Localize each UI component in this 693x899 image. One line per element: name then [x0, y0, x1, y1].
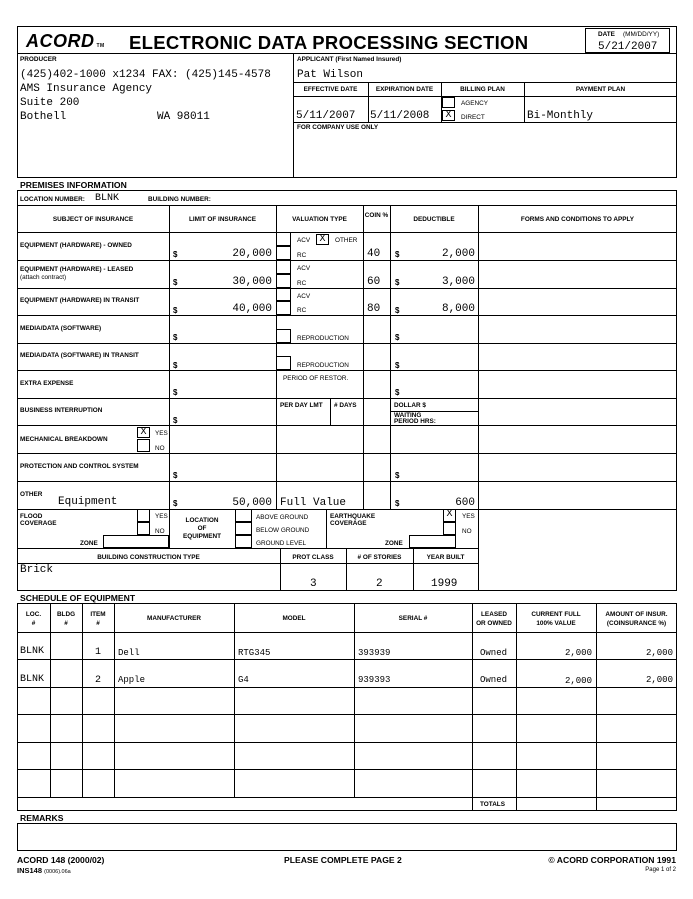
col-forms-header: FORMS AND CONDITIONS TO APPLY: [520, 216, 635, 223]
sched-col: [82, 603, 83, 797]
flood-yes-checkbox[interactable]: [137, 509, 150, 522]
row-subject: EXTRA EXPENSE: [20, 380, 74, 387]
policy-top-line: [293, 82, 677, 83]
footer-center: PLEASE COMPLETE PAGE 2: [284, 855, 402, 865]
reproduction-box: [276, 329, 291, 343]
row-limit[interactable]: 20,000: [232, 248, 272, 260]
col-coin-header: COIN %: [364, 212, 389, 219]
dollar-sign: $: [395, 388, 400, 397]
sched-col: [354, 603, 355, 797]
eq-no-label: NO: [462, 528, 472, 535]
eq-no-checkbox[interactable]: [443, 522, 456, 535]
sched-serial[interactable]: 393939: [358, 648, 391, 658]
sched-loc[interactable]: BLNK: [20, 674, 45, 685]
date-value[interactable]: 5/21/2007: [598, 41, 658, 53]
construction-type-label: BUILDING CONSTRUCTION TYPE: [97, 554, 200, 561]
row-line: [17, 453, 677, 454]
year-built-value[interactable]: 1999: [431, 578, 458, 590]
sched-item[interactable]: 2: [95, 675, 102, 686]
effective-date-label: EFFECTIVE DATE: [303, 86, 358, 93]
row-line: [17, 370, 677, 371]
waiting-label: WAITING: [394, 412, 422, 419]
sched-amount[interactable]: 2,000: [645, 648, 673, 658]
rc-box: [276, 274, 291, 288]
mech-yes-label: YES: [155, 430, 168, 437]
sched-serial-header: SERIAL #: [398, 615, 428, 622]
billing-plan-label: BILLING PLAN: [460, 86, 505, 93]
producer-state-zip[interactable]: WA 98011: [157, 111, 210, 123]
sched-current-header: CURRENT FULL: [531, 611, 581, 618]
acord-logo: [26, 31, 105, 52]
row-subject: BUSINESS INTERRUPTION: [20, 407, 103, 414]
construction-type-value[interactable]: Brick: [20, 564, 54, 576]
company-use-label: FOR COMPANY USE ONLY: [297, 124, 379, 131]
table-row-line: [17, 742, 677, 743]
flood-label: FLOOD: [20, 513, 43, 520]
col-deductible-header: DEDUCTIBLE: [413, 216, 455, 223]
footer-ins-id: [17, 866, 71, 875]
sched-leased-header: LEASED: [481, 611, 507, 618]
row-line: [17, 509, 677, 510]
row-coin[interactable]: 60: [367, 276, 381, 288]
logo-tm: TM: [96, 43, 105, 49]
row-coin[interactable]: 80: [367, 303, 381, 315]
mech-no-label: NO: [155, 445, 165, 452]
applicant-label: APPLICANT (First Named Insured): [297, 56, 402, 63]
table-row-line: [17, 714, 677, 715]
ins-sub: (0006).06a: [44, 869, 71, 875]
row-subject: OTHER: [20, 491, 43, 498]
col-limit-header: LIMIT OF INSURANCE: [188, 216, 257, 223]
remarks-box[interactable]: [17, 823, 677, 851]
sched-item[interactable]: 1: [95, 647, 102, 658]
other-value[interactable]: Equipment: [58, 496, 118, 508]
producer-address[interactable]: Suite 200: [20, 97, 80, 109]
sched-col: [114, 603, 115, 797]
flood-yes-label: YES: [155, 513, 168, 520]
below-ground-label: BELOW GROUND: [256, 527, 310, 534]
dollar-sign: $: [173, 388, 178, 397]
col-valuation-header: VALUATION TYPE: [292, 216, 347, 223]
reproduction-label: REPRODUCTION: [297, 335, 349, 342]
dollar-sign: $: [173, 499, 178, 508]
logo-text: ACORD: [26, 31, 95, 51]
location-number-label: LOCATION NUMBER:: [20, 196, 85, 203]
construction-label-line: [17, 563, 478, 564]
row-deductible[interactable]: 3,000: [441, 276, 475, 288]
footer-form-id: ACORD 148 (2000/02): [17, 855, 105, 865]
dollar-sign: $: [173, 416, 178, 425]
premises-header-line: [17, 232, 677, 233]
sched-model-header: MODEL: [282, 615, 306, 622]
eq-zone-field[interactable]: [409, 535, 456, 548]
sched-current-header-2: 100% VALUE: [536, 620, 576, 627]
sched-amount[interactable]: 2,000: [645, 675, 673, 685]
direct-label: DIRECT: [461, 114, 485, 121]
flood-zone-label: ZONE: [80, 540, 98, 547]
sched-amount-header-2: (COINSURANCE %): [606, 620, 667, 627]
premises-frame: [17, 190, 677, 591]
earthquake-coverage-label: COVERAGE: [330, 520, 367, 527]
earthquake-left-line: [326, 509, 327, 548]
row-subject: EQUIPMENT (HARDWARE) IN TRANSIT: [20, 297, 140, 304]
producer-label: PRODUCER: [20, 56, 57, 63]
eq-zone-label: ZONE: [385, 540, 403, 547]
row-limit[interactable]: 40,000: [232, 303, 272, 315]
rc-label: RC: [297, 307, 307, 314]
effective-date-value[interactable]: 5/11/2007: [296, 110, 356, 122]
eq-yes-label: YES: [462, 513, 475, 520]
period-hrs-label: PERIOD HRS:: [394, 418, 436, 425]
dollar-sign: $: [173, 471, 178, 480]
totals-label: TOTALS: [480, 801, 505, 808]
agency-label: AGENCY: [461, 100, 488, 107]
sched-bldg-header-2: #: [64, 620, 68, 627]
sched-item-header: ITEM: [90, 611, 106, 618]
acv-box: [276, 232, 291, 246]
rc-box: [276, 301, 291, 315]
col-coin-left: [363, 205, 364, 509]
footer-page: Page 1 of 2: [645, 867, 676, 873]
direct-checkbox[interactable]: X: [442, 110, 455, 121]
col-subject-header: SUBJECT OF INSURANCE: [52, 216, 134, 223]
producer-name[interactable]: AMS Insurance Agency: [20, 83, 153, 95]
dollar-sign: $: [173, 361, 178, 370]
location-number-value[interactable]: BLNK: [95, 193, 120, 204]
sched-loc[interactable]: BLNK: [20, 646, 45, 657]
sched-current[interactable]: 2,000: [564, 648, 592, 658]
location-of-label: LOCATION: [185, 517, 219, 524]
row-coin[interactable]: 40: [367, 248, 381, 260]
sched-current[interactable]: 2,000: [564, 676, 592, 686]
row-line: [17, 260, 677, 261]
producer-divider: [293, 53, 294, 178]
construction-header-line: [17, 548, 478, 549]
row-limit[interactable]: 50,000: [232, 497, 272, 509]
sched-serial[interactable]: 939393: [358, 675, 391, 685]
row-deductible[interactable]: 8,000: [441, 303, 475, 315]
schedule-frame: [17, 603, 677, 811]
payment-plan-value[interactable]: Bi-Monthly: [527, 110, 594, 122]
ins-id: INS148: [17, 866, 43, 875]
table-row-line: [17, 687, 677, 688]
row-line: [17, 288, 677, 289]
row-line: [17, 315, 677, 316]
mech-no-checkbox[interactable]: [137, 439, 150, 452]
premises-loc-line: [17, 205, 677, 206]
ground-level-checkbox[interactable]: [235, 535, 252, 548]
of-label: OF: [197, 525, 207, 532]
row-line: [17, 398, 677, 399]
expiration-date-label: EXPIRATION DATE: [375, 86, 434, 93]
rc-box: [276, 246, 291, 260]
dollar-label: DOLLAR $: [394, 402, 426, 409]
prot-class-value[interactable]: 3: [310, 578, 317, 590]
above-ground-checkbox[interactable]: [235, 509, 252, 522]
per-day-lmt-label: PER DAY LMT: [280, 402, 323, 409]
sched-col: [596, 603, 597, 811]
sched-loc-header: LOC.: [25, 611, 42, 618]
sched-amount-header: AMOUNT OF INSUR.: [605, 611, 668, 618]
col-limit-left: [169, 205, 170, 509]
col-deductible-left: [390, 205, 391, 509]
dollar-sign: $: [395, 361, 400, 370]
dollar-sign: $: [173, 306, 178, 315]
acv-label: ACV: [297, 293, 311, 300]
sched-model[interactable]: G4: [238, 675, 249, 685]
prot-class-label: PROT CLASS: [292, 554, 334, 561]
acv-label: ACV: [297, 237, 311, 244]
agency-checkbox[interactable]: [442, 97, 455, 108]
days-divider: [330, 398, 331, 425]
dollar-sign: $: [395, 250, 400, 259]
policy-label-line: [293, 96, 677, 97]
row-line: [17, 343, 677, 344]
premises-section-title: PREMISES INFORMATION: [20, 180, 127, 190]
dollar-sign: $: [395, 471, 400, 480]
row-deductible[interactable]: 2,000: [441, 248, 475, 260]
reproduction-label: REPRODUCTION: [297, 362, 349, 369]
days-label: # DAYS: [334, 402, 357, 409]
table-row-line: [17, 797, 677, 798]
flood-no-label: NO: [155, 528, 165, 535]
stories-value[interactable]: 2: [376, 578, 383, 590]
dollar-sign: $: [395, 499, 400, 508]
sched-manufacturer[interactable]: Apple: [118, 675, 146, 685]
table-row-line: [17, 769, 677, 770]
form-title: ELECTRONIC DATA PROCESSING SECTION: [129, 32, 529, 53]
below-ground-checkbox[interactable]: [235, 522, 252, 535]
above-ground-label: ABOVE GROUND: [256, 514, 309, 521]
building-number-label: BUILDING NUMBER:: [148, 196, 211, 203]
dollar-sign: $: [173, 333, 178, 342]
sched-leased[interactable]: Owned: [480, 675, 508, 685]
sched-leased-header-2: OR OWNED: [476, 620, 512, 627]
row-line: [17, 425, 677, 426]
eq-yes-checkbox[interactable]: X: [443, 509, 456, 522]
dollar-sign: $: [173, 278, 178, 287]
sched-col: [472, 603, 473, 811]
sched-model[interactable]: RTG345: [238, 648, 271, 658]
dollar-sign: $: [395, 278, 400, 287]
row-subject-note: (attach contract): [20, 274, 67, 281]
schedule-header-line: [17, 632, 677, 633]
row-subject: MEDIA/DATA (SOFTWARE) IN TRANSIT: [20, 352, 139, 359]
remarks-label: REMARKS: [20, 813, 64, 823]
row-line: [17, 481, 677, 482]
flood-coverage-label: COVERAGE: [20, 520, 57, 527]
row-subject: PROTECTION AND CONTROL SYSTEM: [20, 463, 139, 470]
flood-no-checkbox[interactable]: [137, 522, 150, 535]
sched-loc-header-2: #: [31, 620, 36, 627]
earthquake-label: EARTHQUAKE: [330, 513, 376, 520]
footer-copyright: © ACORD CORPORATION 1991: [548, 855, 676, 865]
sched-bldg-header: BLDG: [56, 611, 76, 618]
sched-col: [50, 603, 51, 797]
payment-plan-label: PAYMENT PLAN: [575, 86, 626, 93]
other-valuation-label: OTHER: [335, 237, 358, 244]
applicant-name[interactable]: Pat Wilson: [297, 69, 364, 81]
ground-level-label: GROUND LEVEL: [256, 540, 307, 547]
row-deductible[interactable]: 600: [455, 497, 475, 509]
row-subject: EQUIPMENT (HARDWARE) - LEASED: [20, 266, 134, 273]
sched-col: [516, 603, 517, 811]
row-subject: MECHANICAL BREAKDOWN: [20, 436, 108, 443]
stories-label: # OF STORIES: [357, 554, 402, 561]
date-format: (MM/DD/YY): [623, 31, 660, 38]
sched-item-header-2: #: [96, 620, 100, 627]
acv-label: ACV: [297, 265, 311, 272]
sched-leased[interactable]: Owned: [480, 648, 508, 658]
dollar-sign: $: [395, 306, 400, 315]
reproduction-box: [276, 356, 291, 370]
acv-box: [276, 288, 291, 301]
year-built-label: YEAR BUILT: [426, 554, 465, 561]
producer-city[interactable]: Bothell: [20, 111, 67, 123]
sched-manufacturer-header: MANUFACTURER: [147, 615, 201, 622]
other-valuation-value[interactable]: Full Value: [280, 497, 347, 509]
producer-phone[interactable]: (425)402-1000 x1234 FAX: (425)145-4578: [20, 69, 271, 81]
acv-other-checkbox[interactable]: X: [316, 234, 329, 245]
schedule-section-title: SCHEDULE OF EQUIPMENT: [20, 593, 136, 603]
period-restor-label: PERIOD OF RESTOR.: [283, 375, 349, 382]
policy-bottom-line: [293, 122, 677, 123]
table-row-line: [17, 659, 677, 660]
expiration-date-value[interactable]: 5/11/2008: [370, 110, 430, 122]
row-limit[interactable]: 30,000: [232, 276, 272, 288]
date-label: DATE: [598, 31, 615, 38]
sched-col: [234, 603, 235, 797]
dollar-sign: $: [173, 250, 178, 259]
equipment-label: EQUIPMENT: [183, 533, 221, 540]
row-subject: EQUIPMENT (HARDWARE) - OWNED: [20, 242, 132, 249]
dollar-sign: $: [395, 333, 400, 342]
rc-label: RC: [297, 280, 307, 287]
mech-yes-checkbox[interactable]: X: [137, 427, 150, 438]
rc-label: RC: [297, 252, 307, 259]
sched-manufacturer[interactable]: Dell: [118, 648, 140, 658]
acv-box: [276, 260, 291, 274]
row-subject: MEDIA/DATA (SOFTWARE): [20, 325, 102, 332]
flood-zone-field[interactable]: [103, 535, 169, 548]
